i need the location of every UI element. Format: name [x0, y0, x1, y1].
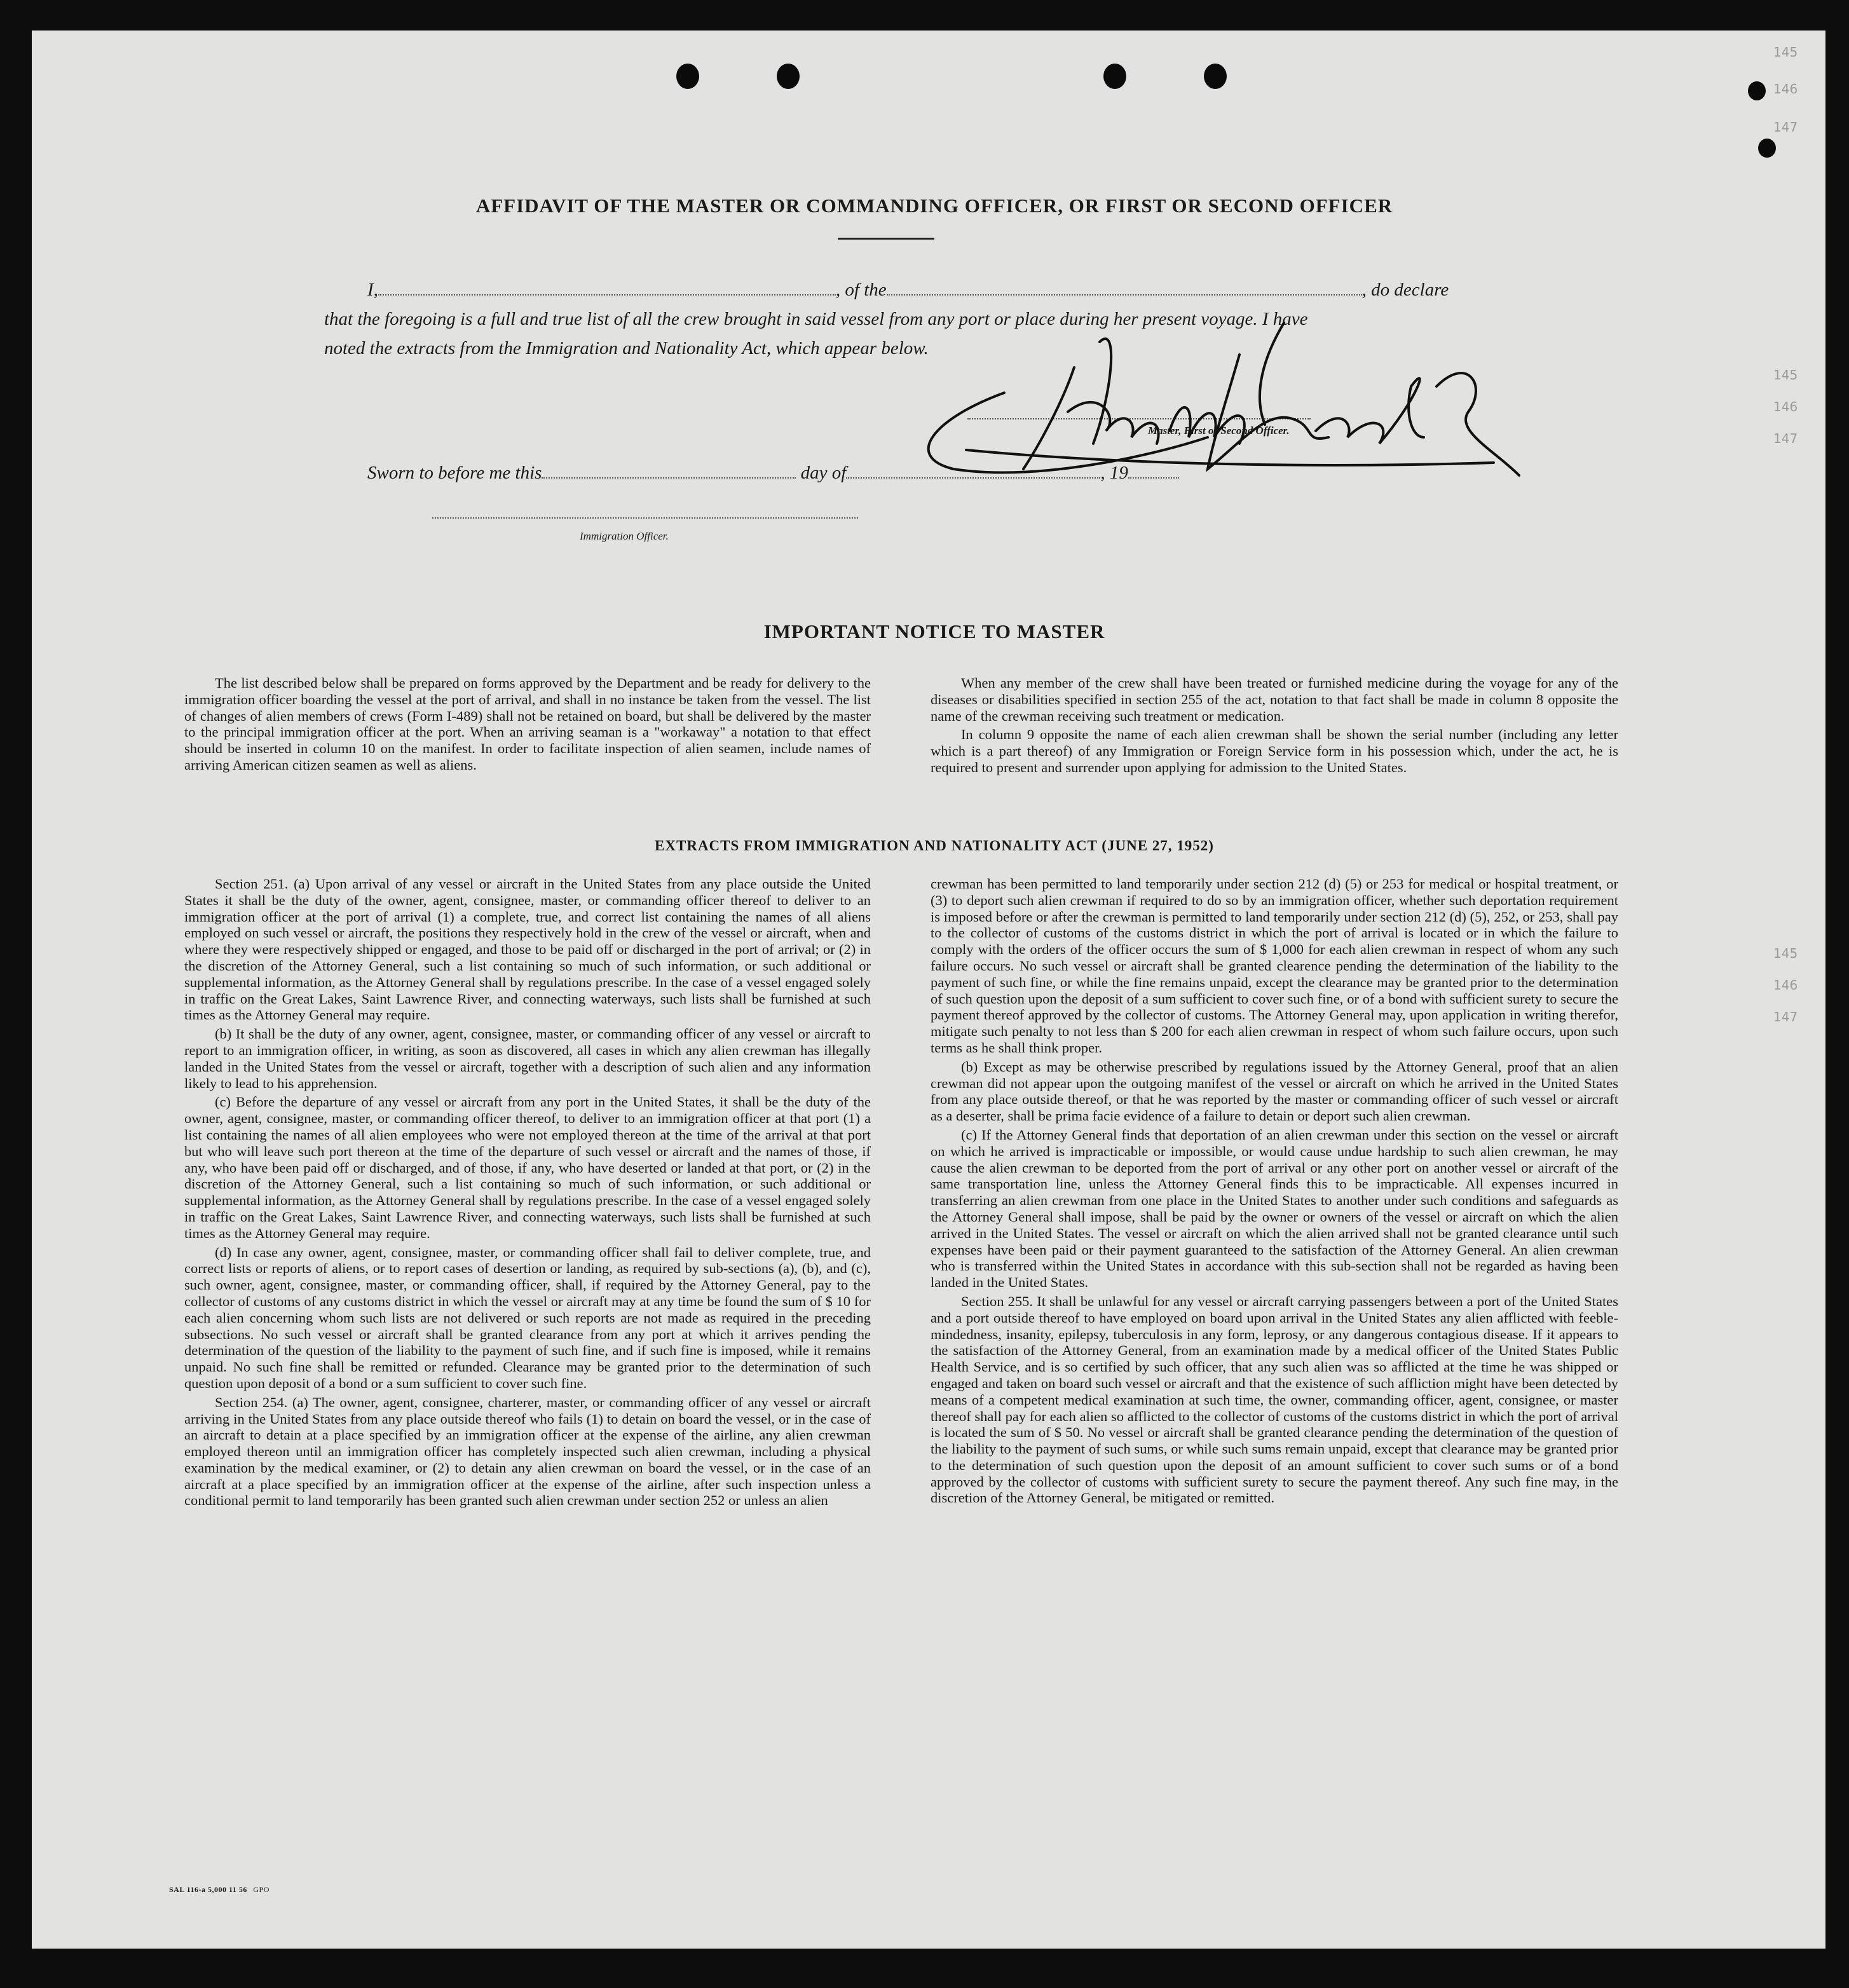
title-rule — [838, 238, 934, 240]
master-name-field — [378, 282, 836, 296]
margin-stamp: 146 — [1773, 399, 1798, 414]
extract-paragraph: Section 254. (a) The owner, agent, consignee, charterer, master, or commanding officer of any vessel or aircraft arriving in the United States from any place outside thereof who fails (1) to detain on board the vessel, or in the case of an aircraft to detain at a place specified by an immigration officer at the expense of the airline, any alien crewman employed thereon until an immigration officer has completely inspected such alien crewman, including a physical examination by the medical examiner, or (2) to detain any alien crewman on board the vessel, or in the case of an aircraft at a place specified by an immigration officer at the expense of the airline, after such inspection unless a conditional permit to land temporarily has been granted such alien crewman under section 252 or unless an alien — [184, 1394, 871, 1509]
affidavit-declare: , do declare — [1361, 280, 1449, 300]
sworn-day-field — [542, 465, 796, 479]
extracts-title: EXTRACTS FROM IMMIGRATION AND NATIONALITY ACT (JUNE 27, 1952) — [655, 838, 1214, 854]
notice-paragraph: The list described below shall be prepared on forms approved by the Department and be ready for delivery to the immigration officer boarding the vessel at the port of arrival, and shall in no instance be taken from the vessel. The list of changes of alien members of crews (Form I-489) shall not be retained on board, but shall be delivered by the master to the principal immigration officer at the port. When an arriving seaman is a "workaway" a notation to that effect should be inserted in column 10 on the manifest. In order to facilitate inspection of alien seamen, include names of arriving American citizen seamen as well as aliens. — [184, 675, 871, 773]
document-page — [32, 31, 1825, 1949]
sworn-month-field — [846, 465, 1100, 479]
notice-right-column — [931, 675, 1618, 779]
affidavit-line-3: noted the extracts from the Immigration and Nationality Act, which appear below. — [324, 338, 929, 358]
margin-stamp: 147 — [1773, 1009, 1798, 1025]
punch-hole — [676, 64, 699, 89]
extracts-left-column — [184, 876, 871, 1511]
extract-paragraph: (b) It shall be the duty of any owner, agent, consignee, master, or commanding officer of any vessel or aircraft to report to an immigration officer, in writing, as soon as discovered, all cases in which any alien crewman has illegally landed in the United States from the vessel or aircraft, together with a description of such alien and any information likely to lead to his apprehension. — [184, 1026, 871, 1091]
extracts-right-column — [931, 876, 1618, 1509]
form-code-text: SAL 116-a 5,000 11 56 — [169, 1885, 247, 1894]
affidavit-line-2: that the foregoing is a full and true list of all the crew brought in said vessel from any port or place during her present voyage. I have — [324, 309, 1308, 329]
margin-stamp: 145 — [1773, 44, 1798, 60]
extract-paragraph: (c) Before the departure of any vessel or aircraft from any port in the United States, it shall be the duty of the owner, agent, consignee, master, or commanding officer thereof, to deliver to an immigration officer at that port (1) a list containing the names of all alien employees who were not employed thereon at the time of the arrival at that port but who will leave such port thereon at the time of the departure of such vessel or aircraft and the names of those, if any, who have been paid off or discharged, and of those, if any, who have deserted or landed at that port, or (2) in the discretion of the Attorney General, such a list containing so much of such information, or such additional or supplemental information, as the Attorney General shall by regulations prescribe. In the case of a vessel engaged solely in traffic on the Great Lakes, Saint Lawrence River, and connecting waterways, such lists shall be furnished at such times as the Attorney General may require. — [184, 1094, 871, 1241]
punch-hole — [1758, 139, 1776, 158]
immigration-officer-line — [432, 517, 858, 519]
vessel-name-field — [887, 282, 1362, 296]
margin-stamp: 145 — [1773, 367, 1798, 383]
day-of-label: day of — [800, 463, 847, 483]
margin-stamp: 147 — [1773, 431, 1798, 446]
margin-stamp: 147 — [1773, 119, 1798, 135]
margin-stamp: 146 — [1773, 81, 1798, 97]
punch-hole — [777, 64, 800, 89]
punch-hole — [1748, 81, 1766, 100]
immigration-officer-caption: Immigration Officer. — [580, 530, 669, 542]
extract-paragraph-continued: crewman has been permitted to land temporarily under section 212 (d) (5) or 253 for medical or hospital treatment, or (3) to deport such alien crewman if required to do so by an immigration officer, whether such deportation requirement is imposed before or after the crewman is permitted to land temporarily under section 212 (d) (5), 252, or 253, shall pay to the collector of customs of the customs district in which the port of arrival is located or in which the failure to comply with the orders of the officer occurs the sum of $ 1,000 for each alien crewman in respect of whom any such failure occurs. No such vessel or aircraft shall be granted clearence pending the determination of the liability to the payment of such fine, or while the fine remains unpaid, except the clearance may be granted prior to the determination of such question upon the deposit of a sum sufficient to cover such fine, or of a bond with sufficient surety to secure the payment thereof approved by the collector of customs. The Attorney General may, upon application in writing therefor, mitigate such penalty to not less than $ 200 for each alien crewman in respect of whom such failure occurs, upon such terms as he shall think proper. — [931, 876, 1618, 1056]
extract-paragraph: Section 251. (a) Upon arrival of any vessel or aircraft in the United States from any place outside the United States it shall be the duty of the owner, agent, consignee, master, or commanding officer thereof to deliver to an immigration officer at the port of arrival (1) a complete, true, and correct list containing the names of all aliens employed on such vessel or aircraft, the positions they respectively hold in the crew of the vessel or aircraft, when and where they were respectively shipped or engaged, and those to be paid off or discharged in the port of arrival; or (2) in the discretion of the Attorney General, such a list containing so much of such information, or such additional or supplemental information, as the Attorney General shall by regulations prescribe. In the case of a vessel engaged solely in traffic on the Great Lakes, Saint Lawrence River, and connecting waterways, such lists shall be furnished at such times as the Attorney General may require. — [184, 876, 871, 1023]
sworn-label: Sworn to before me this — [367, 463, 542, 483]
sworn-year-field — [1128, 465, 1179, 479]
form-code — [169, 1885, 270, 1895]
notice-paragraph: When any member of the crew shall have been treated or furnished medicine during the voyage for any of the diseases or disabilities specified in section 255 of the act, notation to that fact shall be made in column 8 opposite the name of the crewman receiving such treatment or medication. — [931, 675, 1618, 724]
printer-mark: GPO — [253, 1885, 270, 1894]
margin-stamp: 146 — [1773, 977, 1798, 993]
punch-hole — [1103, 64, 1126, 89]
notice-title: IMPORTANT NOTICE TO MASTER — [763, 620, 1105, 643]
affidavit-of-the: , of the — [835, 280, 887, 300]
extract-paragraph: (c) If the Attorney General finds that deportation of an alien crewman under this section on the vessel or aircraft on which he arrived is impracticable or impossible, or would cause undue hardship to such alien crewman, he may cause the alien crewman to be deported from the port of arrival or any other port on another vessel or aircraft of the same transportation line, unless the Attorney General finds this to be impracticable. All expenses incurred in transferring an alien crewman from one place in the United States to another under such conditions and safeguards as the Attorney General shall impose, shall be paid by the owner or owners of the vessel or aircraft on which the alien arrived in the United States. The vessel or aircraft on which the alien arrived shall not be granted clearance until such expenses have been paid or their payment guaranteed to the satisfaction of the Attorney General. An alien crewman who is transferred within the United States in accordance with this sub-section shall not be regarded as having been landed in the United States. — [931, 1126, 1618, 1291]
sworn-line — [367, 463, 1179, 484]
notice-left-column — [184, 675, 871, 776]
punch-hole — [1204, 64, 1227, 89]
affidavit-line-1 — [367, 280, 1511, 301]
affidavit-i: I, — [367, 280, 378, 300]
affidavit-title: AFFIDAVIT OF THE MASTER OR COMMANDING OFFICER, OR FIRST OR SECOND OFFICER — [475, 194, 1393, 217]
signature-caption: Master, First or Second Officer. — [1148, 425, 1290, 437]
extract-paragraph: (d) In case any owner, agent, consignee, master, or commanding officer shall fail to deliver complete, true, and correct lists or reports of aliens, or to report cases of desertion or landing, as required by sub-sections (a), (b), and (c), such owner, agent, consignee, master, or commanding officer, shall, if required by the Attorney General, pay to the collector of customs of any customs district in which the vessel or aircraft may at any time be found the sum of $ 10 for each alien concerning whom such lists are not delivered or such reports are not made as required in the preceding subsections. No such vessel or aircraft shall be granted clearance from any port at which it arrives pending the determination of the question of the liability to the payment of such fine, and if such fine is imposed, while it remains unpaid. No such fine shall be remitted or refunded. Clearance may be granted prior to the determination of such question upon deposit of a bond or a sum sufficient to cover such fine. — [184, 1244, 871, 1391]
year-label: , 19 — [1100, 463, 1128, 483]
notice-paragraph: In column 9 opposite the name of each alien crewman shall be shown the serial number (including any letter which is a part thereof) of any Immigration or Foreign Service form in his possession which, under the act, he is required to present and surrender upon applying for admission to the United States. — [931, 726, 1618, 775]
extract-paragraph: Section 255. It shall be unlawful for any vessel or aircraft carrying passengers between a port of the United States and a port outside thereof to have employed on board upon arrival in the United States any alien afflicted with feeble-mindedness, insanity, epilepsy, tuberculosis in any form, leprosy, or any dangerous contagious disease. If it appears to the satisfaction of the Attorney General, from an examination made by a medical officer of the United States Public Health Service, and is so certified by such officer, that any such alien was so afflicted at the time he was shipped or engaged and taken on board such vessel or aircraft and that the existence of such affliction might have been detected by means of a competent medical examination at such time, the owner, commanding officer, agent, consignee, or master thereof shall pay for each alien so afflicted to the collector of customs of the customs district in which the port of arrival is located the sum of $ 50. No vessel or aircraft shall be granted clearance pending the determination of the question of the liability to the payment of such sums, or while such sums remain unpaid, except that clearance may be granted prior to the determination of such question upon the deposit of an amount sufficient to cover such sums or of a bond approved by the collector of customs with sufficient surety to secure the payment thereof. Any such fine may, in the discretion of the Attorney General, be mitigated or remitted. — [931, 1293, 1618, 1506]
extract-paragraph: (b) Except as may be otherwise prescribed by regulations issued by the Attorney General, proof that an alien crewman did not appear upon the outgoing manifest of the vessel or aircraft on which he arrived in the United States from any place outside thereof, or that he was reported by the master or commanding officer of such vessel or aircraft as a deserter, shall be prima facie evidence of a failure to detain or deport such alien crewman. — [931, 1058, 1618, 1124]
margin-stamp: 145 — [1773, 946, 1798, 961]
